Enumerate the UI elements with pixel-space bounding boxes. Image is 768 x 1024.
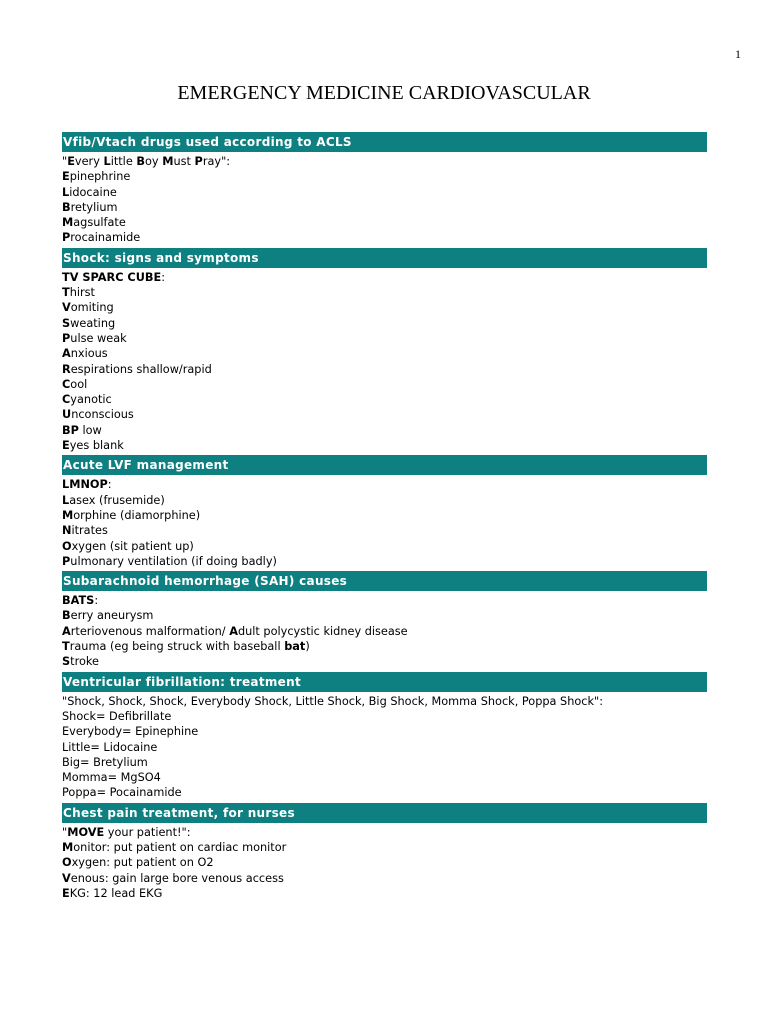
text-run: Everybody= Epinephine (62, 725, 199, 739)
bold-mnemonic-text: V (62, 871, 71, 885)
text-line (62, 200, 707, 215)
text-run: weating (70, 316, 116, 330)
text-run: rauma (eg being struck with baseball (69, 640, 285, 654)
text-line (62, 331, 707, 346)
text-run: espirations shallow/rapid (70, 362, 212, 376)
text-run: itrates (71, 524, 108, 538)
text-line (62, 300, 707, 315)
bold-mnemonic-text: A (62, 347, 71, 361)
text-run: nconscious (71, 408, 134, 422)
bold-mnemonic-text: N (62, 524, 72, 538)
text-line (62, 285, 707, 300)
text-run: retylium (70, 200, 118, 214)
bold-mnemonic-text: M (62, 840, 74, 854)
text-run: omiting (70, 301, 114, 315)
section (62, 248, 707, 456)
text-run: pinephrine (69, 170, 131, 184)
bold-mnemonic-text: L (62, 185, 70, 199)
text-line (62, 593, 707, 608)
text-run: rteriovenous malformation/ (70, 624, 230, 638)
text-line (62, 724, 707, 739)
bold-mnemonic-text: B (62, 200, 71, 214)
text-run: troke (70, 655, 99, 669)
bold-mnemonic-text: S (62, 655, 71, 669)
text-run: : (161, 270, 166, 284)
text-line (62, 871, 707, 886)
section-heading: Subarachnoid hemorrhage (SAH) causes (62, 571, 707, 591)
text-run: Poppa= Pocainamide (62, 786, 182, 800)
text-line (62, 407, 707, 422)
bold-mnemonic-text: M (162, 155, 174, 168)
text-run: asex (frusemide) (69, 493, 165, 507)
text-line (62, 608, 707, 623)
section-body (62, 591, 707, 671)
text-line (62, 785, 707, 800)
text-line (62, 825, 707, 840)
text-line (62, 316, 707, 331)
bold-mnemonic-text: C (62, 377, 71, 391)
text-run: ittle (110, 155, 137, 168)
text-line (62, 493, 707, 508)
text-run: idocaine (69, 185, 117, 199)
bold-mnemonic-text: P (62, 331, 71, 345)
text-run: dult polycystic kidney disease (237, 624, 408, 638)
text-line (62, 770, 707, 785)
section-heading: Shock: signs and symptoms (62, 248, 707, 268)
bold-mnemonic-text: B (62, 609, 71, 623)
text-run: ool (70, 377, 88, 391)
text-run: Momma= MgSO4 (62, 771, 161, 785)
text-line (62, 270, 707, 285)
text-run: " (62, 825, 68, 839)
section-body (62, 475, 707, 571)
text-run: hirst (69, 286, 95, 300)
text-line (62, 740, 707, 755)
text-run: agsulfate (73, 216, 126, 230)
text-line (62, 840, 707, 855)
bold-mnemonic-text: A (62, 624, 71, 638)
text-line (62, 230, 707, 245)
text-run: ray": (202, 155, 231, 168)
text-run: orphine (diamorphine) (73, 508, 201, 522)
text-run: " (62, 155, 68, 168)
section-body (62, 152, 707, 248)
bold-mnemonic-text: T (62, 286, 70, 300)
bold-mnemonic-text: E (67, 155, 75, 168)
section-body (62, 692, 707, 803)
section-body (62, 823, 707, 903)
bold-mnemonic-text: A (229, 624, 238, 638)
text-line (62, 886, 707, 901)
text-line (62, 377, 707, 392)
text-line (62, 508, 707, 523)
text-line (62, 523, 707, 538)
text-line (62, 154, 707, 169)
bold-mnemonic-text: E (62, 170, 70, 184)
document-title: EMERGENCY MEDICINE CARDIOVASCULAR (177, 82, 591, 104)
text-line (62, 423, 707, 438)
bold-mnemonic-text: MOVE (67, 825, 105, 839)
text-run: ust (173, 155, 195, 168)
text-line (62, 215, 707, 230)
text-line (62, 438, 707, 453)
text-line (62, 346, 707, 361)
section-body (62, 268, 707, 456)
bold-mnemonic-text: L (103, 155, 111, 168)
section (62, 571, 707, 671)
text-run: nxious (70, 347, 108, 361)
bold-mnemonic-text: R (62, 362, 71, 376)
bold-mnemonic-text: bat (284, 640, 306, 654)
section (62, 132, 707, 248)
text-run: xygen (sit patient up) (71, 539, 194, 553)
text-run: very (74, 155, 104, 168)
bold-mnemonic-text: E (62, 439, 70, 453)
text-line (62, 477, 707, 492)
section-heading: Chest pain treatment, for nurses (62, 803, 707, 823)
text-line (62, 855, 707, 870)
text-run: erry aneurysm (70, 609, 154, 623)
text-run: enous: gain large bore venous access (70, 871, 284, 885)
text-run: Shock= Defibrillate (62, 709, 172, 723)
bold-mnemonic-text: M (62, 216, 74, 230)
text-run: KG: 12 lead EKG (69, 886, 163, 900)
text-run: Little= Lidocaine (62, 740, 158, 754)
bold-mnemonic-text: S (62, 316, 71, 330)
bold-mnemonic-text: E (62, 886, 70, 900)
bold-mnemonic-text: TV SPARC CUBE (62, 270, 162, 284)
bold-mnemonic-text: L (62, 493, 70, 507)
page-number: 1 (735, 47, 741, 61)
text-line (62, 539, 707, 554)
text-line (62, 639, 707, 654)
bold-mnemonic-text: O (62, 856, 72, 870)
text-line (62, 392, 707, 407)
document-body (62, 132, 707, 903)
bold-mnemonic-text: B (136, 155, 145, 168)
text-line (62, 755, 707, 770)
section (62, 803, 707, 903)
text-line (62, 169, 707, 184)
text-run: ) (305, 640, 310, 654)
bold-mnemonic-text: P (62, 231, 71, 245)
text-run: rocainamide (70, 231, 141, 245)
bold-mnemonic-text: M (62, 508, 74, 522)
text-line (62, 709, 707, 724)
text-run: onitor: put patient on cardiac monitor (73, 840, 287, 854)
text-line (62, 554, 707, 569)
text-line (62, 694, 707, 709)
text-run: : (107, 478, 112, 492)
text-run: low (78, 423, 102, 437)
text-run: Big= Bretylium (62, 755, 148, 769)
bold-mnemonic-text: O (62, 539, 72, 553)
text-run: oy (145, 155, 163, 168)
bold-mnemonic-text: V (62, 301, 71, 315)
section-heading: Vfib/Vtach drugs used according to ACLS (62, 132, 707, 152)
bold-mnemonic-text: C (62, 393, 71, 407)
bold-mnemonic-text: T (62, 640, 70, 654)
section-heading: Acute LVF management (62, 455, 707, 475)
section (62, 672, 707, 803)
text-line (62, 654, 707, 669)
text-run: your patient!": (104, 825, 191, 839)
text-run: "Shock, Shock, Shock, Everybody Shock, Little Shock, Big Shock, Momma Shock, Poppa Shock": (62, 694, 604, 708)
text-run: xygen: put patient on O2 (71, 856, 214, 870)
text-run: yanotic (70, 393, 112, 407)
text-run: ulmonary ventilation (if doing badly) (70, 554, 277, 568)
text-line (62, 185, 707, 200)
bold-mnemonic-text: P (194, 155, 203, 168)
bold-mnemonic-text: P (62, 554, 71, 568)
bold-mnemonic-text: BATS (62, 594, 95, 608)
text-run: : (94, 594, 99, 608)
bold-mnemonic-text: BP (62, 423, 79, 437)
text-line (62, 362, 707, 377)
bold-mnemonic-text: U (62, 408, 72, 422)
text-line (62, 624, 707, 639)
section-heading: Ventricular fibrillation: treatment (62, 672, 707, 692)
text-run: yes blank (69, 439, 124, 453)
section (62, 455, 707, 571)
text-run: ulse weak (70, 331, 127, 345)
bold-mnemonic-text: LMNOP (62, 478, 108, 492)
